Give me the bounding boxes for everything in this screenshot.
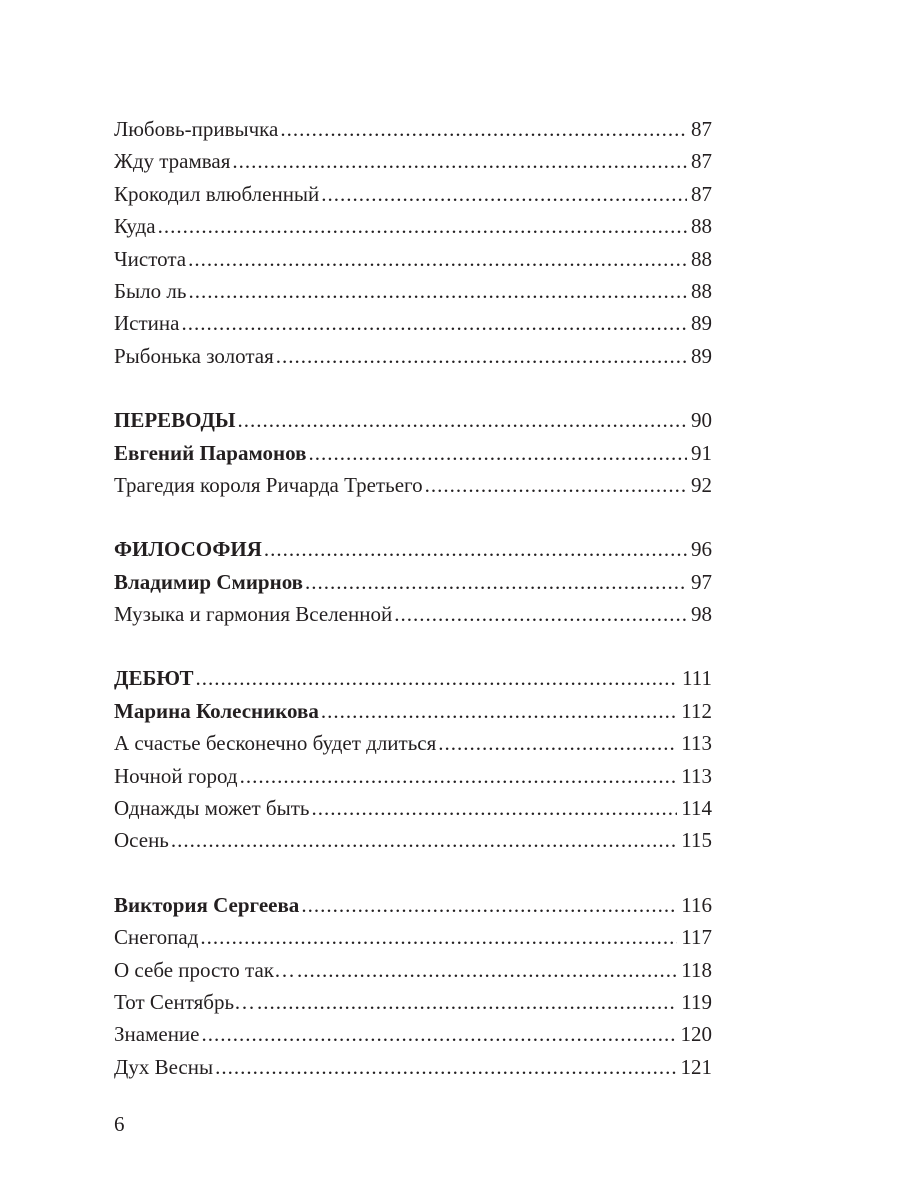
toc-entry-row — [114, 792, 712, 824]
toc-entry-row — [114, 760, 712, 792]
toc-section — [114, 113, 712, 372]
toc-entry-row — [114, 727, 712, 759]
dot-leader — [232, 145, 687, 177]
toc-entry-page: 114 — [681, 796, 712, 821]
toc-section — [114, 662, 712, 856]
toc-entry-page: 89 — [691, 343, 712, 368]
dot-leader — [394, 598, 687, 630]
toc-entry-page: 92 — [691, 472, 712, 497]
dot-leader — [202, 1018, 677, 1050]
toc-heading-row — [114, 662, 712, 694]
toc-entry-title: Жду трамвая — [114, 149, 231, 174]
toc-entry-page: 98 — [691, 602, 712, 627]
toc-entry-title: ФИЛОСОФИЯ — [114, 537, 262, 562]
toc-entry-page: 90 — [691, 408, 712, 433]
dot-leader — [240, 760, 678, 792]
toc-entry-row — [114, 824, 712, 856]
toc-entry-row — [114, 307, 712, 339]
toc-entry-row — [114, 469, 712, 501]
toc-entry-page: 121 — [680, 1054, 712, 1079]
toc-entry-title: Дух Весны — [114, 1054, 214, 1079]
toc-entry-page: 115 — [681, 828, 712, 853]
toc-entry-row — [114, 275, 712, 307]
toc-entry-row — [114, 921, 712, 953]
toc-entry-page: 96 — [691, 537, 712, 562]
toc-entry-page: 113 — [681, 763, 712, 788]
toc-section — [114, 533, 712, 630]
toc-entry-row — [114, 1051, 712, 1083]
dot-leader — [200, 921, 677, 953]
toc-entry-page: 117 — [681, 925, 712, 950]
dot-leader — [321, 178, 687, 210]
toc-entry-page: 87 — [691, 181, 712, 206]
toc-entry-row — [114, 986, 712, 1018]
toc-entry-title: О себе просто так… — [114, 957, 295, 982]
toc-entry-title: Трагедия короля Ричарда Третьего — [114, 472, 423, 497]
dot-leader — [195, 662, 678, 694]
toc-entry-page: 111 — [682, 666, 712, 691]
toc-heading-row — [114, 533, 712, 565]
toc-entry-page: 88 — [691, 246, 712, 271]
toc-entry-title: ДЕБЮТ — [114, 666, 194, 691]
toc-entry-title: Знамение — [114, 1022, 200, 1047]
toc-entry-title: Осень — [114, 828, 169, 853]
toc-entry-row — [114, 954, 712, 986]
toc-entry-page: 112 — [681, 698, 712, 723]
toc-entry-row — [114, 340, 712, 372]
toc-entry-title: Евгений Парамонов — [114, 440, 307, 465]
page-number: 6 — [114, 1112, 125, 1136]
toc-entry-page: 116 — [681, 892, 712, 917]
toc-entry-page: 91 — [691, 440, 712, 465]
dot-leader — [264, 533, 687, 565]
toc-entry-row — [114, 113, 712, 145]
toc-heading-row — [114, 695, 712, 727]
dot-leader — [311, 792, 677, 824]
toc-entry-title: Куда — [114, 214, 156, 239]
toc-section — [114, 889, 712, 1083]
toc-entry-title: Крокодил влюбленный — [114, 181, 320, 206]
toc-heading-row — [114, 404, 712, 436]
toc-entry-row — [114, 1018, 712, 1050]
toc-entry-row — [114, 598, 712, 630]
toc-entry-title: Тот Сентябрь… — [114, 989, 256, 1014]
toc-entry-page: 88 — [691, 214, 712, 239]
dot-leader — [188, 243, 687, 275]
dot-leader — [276, 340, 687, 372]
toc-heading-row — [114, 437, 712, 469]
toc-entry-page: 87 — [691, 117, 712, 141]
dot-leader — [188, 275, 687, 307]
toc-entry-page: 88 — [691, 278, 712, 303]
toc-entry-title: Любовь-привычка — [114, 117, 279, 141]
toc-entry-page: 119 — [681, 989, 712, 1014]
toc-entry-page: 118 — [681, 957, 712, 982]
dot-leader — [215, 1051, 676, 1083]
toc-entry-row — [114, 178, 712, 210]
dot-leader — [171, 824, 677, 856]
dot-leader — [305, 566, 687, 598]
dot-leader — [425, 469, 687, 501]
dot-leader — [297, 954, 677, 986]
toc-entry-title: Снегопад — [114, 925, 199, 950]
toc-entry-title: А счастье бесконечно будет длиться — [114, 731, 437, 756]
toc-section — [114, 404, 712, 501]
toc-entry-title: ПЕРЕВОДЫ — [114, 408, 236, 433]
dot-leader — [308, 437, 687, 469]
dot-leader — [321, 695, 677, 727]
dot-leader — [238, 404, 687, 436]
toc-entry-page: 89 — [691, 311, 712, 336]
toc-entry-title: Однажды может быть — [114, 796, 310, 821]
toc-heading-row — [114, 566, 712, 598]
toc-entry-title: Было ль — [114, 278, 187, 303]
toc-entry-title: Чистота — [114, 246, 187, 271]
toc-entry-title: Виктория Сергеева — [114, 892, 300, 917]
toc-entry-page: 113 — [681, 731, 712, 756]
dot-leader — [158, 210, 687, 242]
toc-entry-title: Музыка и гармония Вселенной — [114, 602, 393, 627]
toc-entry-row — [114, 243, 712, 275]
toc-entry-title: Марина Колесникова — [114, 698, 319, 723]
toc-entry-title: Владимир Смирнов — [114, 569, 304, 594]
toc-entry-page: 87 — [691, 149, 712, 174]
toc-entry-title: Истина — [114, 311, 180, 336]
toc-entry-page: 97 — [691, 569, 712, 594]
dot-leader — [301, 889, 677, 921]
table-of-contents — [114, 113, 712, 1083]
toc-entry-row — [114, 210, 712, 242]
dot-leader — [438, 727, 677, 759]
toc-entry-title: Ночной город — [114, 763, 238, 788]
toc-entry-row — [114, 145, 712, 177]
toc-heading-row — [114, 889, 712, 921]
toc-entry-page: 120 — [680, 1022, 712, 1047]
dot-leader — [280, 113, 687, 145]
dot-leader — [257, 986, 677, 1018]
dot-leader — [181, 307, 687, 339]
toc-entry-title: Рыбонька золотая — [114, 343, 274, 368]
